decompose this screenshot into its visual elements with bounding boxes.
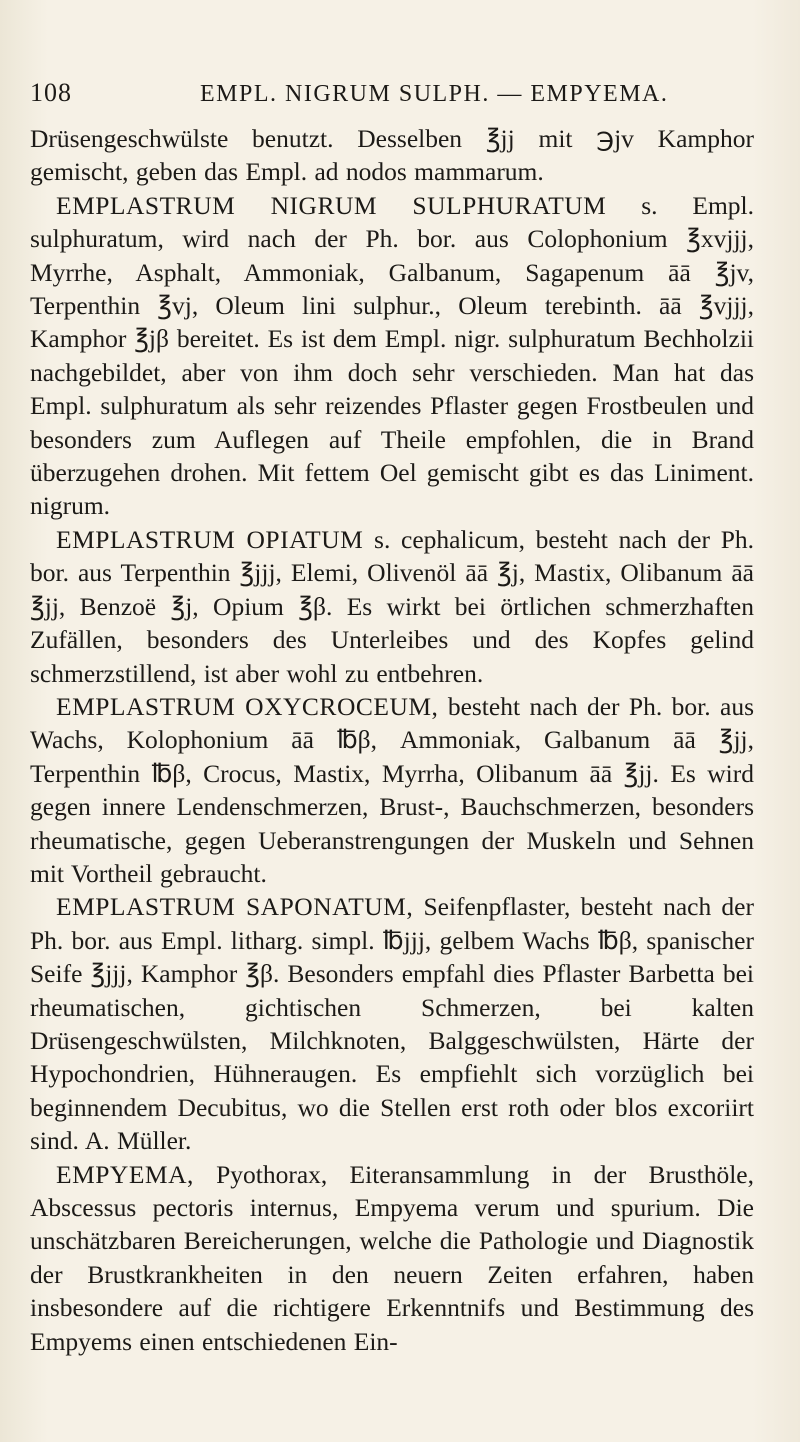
page-header (30, 78, 754, 108)
entry-lemma: EMPYEMA, (56, 1159, 194, 1189)
entry-emplastrum-oxycroceum (30, 690, 754, 890)
paragraph-intro (30, 122, 754, 189)
running-head: EMPL. NIGRUM SULPH. — EMPYEMA. (200, 81, 669, 107)
entry-text: Pyothorax, Eiteransammlung in der Brusthöle, Abscessus pectoris internus, Empyema verum und spurium. Die unschätzbaren Bereicherungen, welche die Pathologie und Diagnostik der Brustkrankheiten in den neuern Zeiten erfahren, haben insbesondere auf die richtigere Erkenntnifs und Bestimmung des Empyems einen entschiedenen Ein- (30, 1159, 754, 1356)
entry-lemma: EMPLASTRUM OPIATUM (56, 524, 364, 554)
entry-lemma: EMPLASTRUM SAPONATUM, (56, 892, 414, 922)
entry-empyema (30, 1158, 754, 1358)
entry-text: Seifenpflaster, besteht nach der Ph. bor. aus Empl. litharg. simpl. ℔jjj, gelbem Wachs ℔β, spanischer Seife ℥jjj, Kamphor ℥β. Besonders empfahl dies Pflaster Barbetta bei rheumatischen, gichtischen Schmerzen, bei kalten Drüsengeschwülsten, Milchknoten, Balggeschwülsten, Härte der Hypochondrien, Hühneraugen. Es empfiehlt sich vorzüglich bei beginnendem Decubitus, wo die Stellen erst roth oder blos excoriirt sind. A. Müller. (30, 892, 754, 1156)
entry-text: s. Empl. sulphuratum, wird nach der Ph. bor. aus Colophonium ℥xvjjj, Myrrhe, Asphalt, Ammoniak, Galbanum, Sagapenum āā ℥jv, Terpenthin ℥vj, Oleum lini sulphur., Oleum terebinth. āā ℥vjjj, Kamphor ℥jβ bereitet. Es ist dem Empl. nigr. sulphuratum Bechholzii nachgebildet, aber von ihm doch sehr verschieden. Man hat das Empl. sulphuratum als sehr reizendes Pflaster gegen Frostbeulen und besonders zum Auflegen auf Theile empfohlen, die in Brand überzugehen drohen. Mit fettem Oel gemischt gibt es das Liniment. nigrum. (30, 190, 754, 521)
entry-emplastrum-opiatum (30, 523, 754, 690)
page-number: 108 (30, 78, 72, 107)
entry-lemma: EMPLASTRUM NIGRUM SULPHURATUM (56, 190, 607, 220)
entry-lemma: EMPLASTRUM OXYCROCEUM, (56, 691, 439, 721)
entry-emplastrum-nigrum (30, 189, 754, 523)
entry-emplastrum-saponatum (30, 890, 754, 1157)
paragraph-text: Drüsengeschwülste benutzt. Desselben ℥jj mit ℈jv Kamphor gemischt, geben das Empl. ad nodos mammarum. (30, 124, 754, 187)
entry-text: s. cephalicum, besteht nach der Ph. bor. aus Terpenthin ℥jjj, Elemi, Olivenöl āā ℥j, Mastix, Olibanum āā ℥jj, Benzoë ℥j, Opium ℥β. Es wirkt bei örtlichen schmerzhaften Zufällen, besonders des Unterleibes und des Kopfes gelind schmerzstillend, ist aber wohl zu entbehren. (30, 524, 755, 688)
entry-text: besteht nach der Ph. bor. aus Wachs, Kolophonium āā ℔β, Ammoniak, Galbanum āā ℥jj, Terpenthin ℔β, Crocus, Mastix, Myrrha, Olibanum āā ℥jj. Es wird gegen innere Lendenschmerzen, Brust-, Bauchschmerzen, besonders rheumatische, gegen Ueberanstrengungen der Muskeln und Sehnen mit Vortheil gebraucht. (30, 691, 754, 888)
